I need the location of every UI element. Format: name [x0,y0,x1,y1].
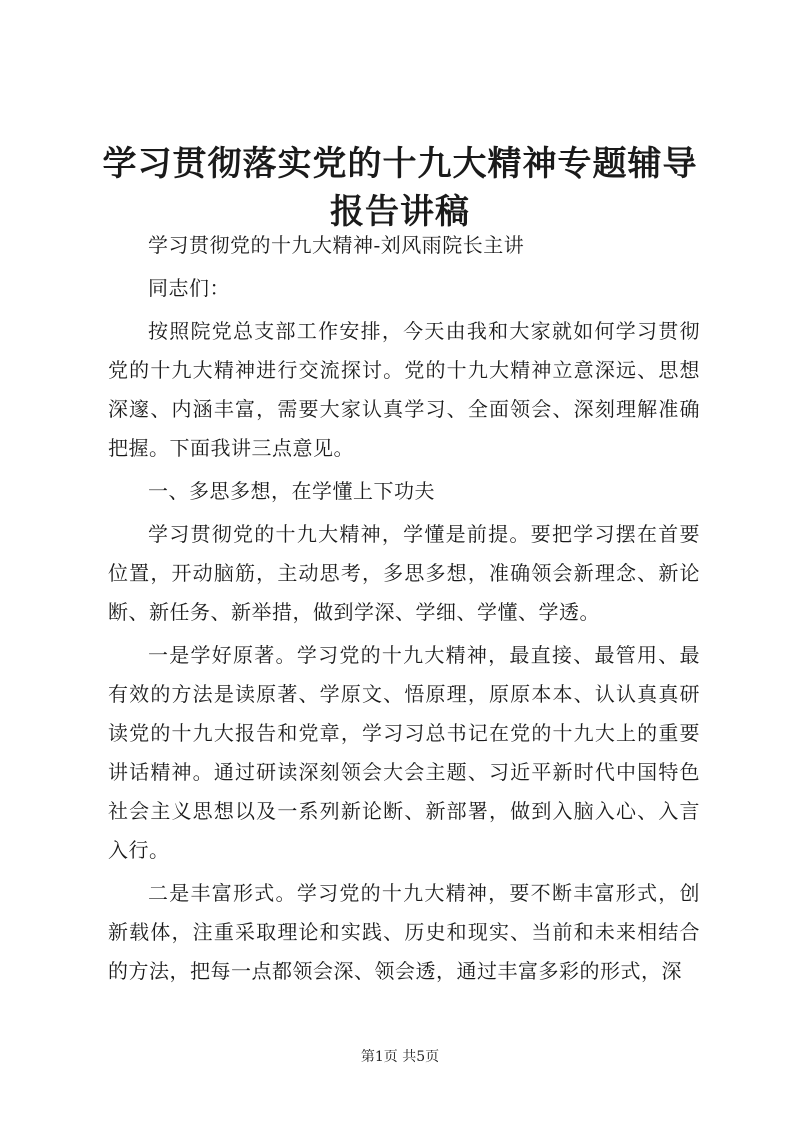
document-title: 学习贯彻落实党的十九大精神专题辅导报告讲稿 [102,144,698,232]
section-heading-1: 一、多思多想，在学懂上下功夫 [148,479,435,503]
subtitle-line: 学习贯彻党的十九大精神-刘风雨院长主讲 [148,233,525,257]
page-number-footer: 第1页 共5页 [360,1049,440,1065]
intro-paragraph: 按照院党总支部工作安排，今天由我和大家就如何学习贯彻党的十九大精神进行交流探讨。党的十九大精神立意深远、思想深邃、内涵丰富，需要大家认真学习、全面领会、深刻理解准确把握。下面我讲三点意见。 [108,319,700,460]
point-1-paragraph: 一是学好原著。学习党的十九大精神，最直接、最管用、最有效的方法是读原著、学原文、悟原理，原原本本、认认真真研读党的十九大报告和党章，学习习总书记在党的十九大上的重要讲话精神。通过研读深刻领会大会主题、习近平新时代中国特色社会主义思想以及一系列新论断、新部署，做到入脑入心、入言入行。 [108,643,700,862]
document-body [108,226,700,995]
section-1-paragraph: 学习贯彻党的十九大精神，学懂是前提。要把学习摆在首要位置，开动脑筋，主动思考，多思多想，准确领会新理念、新论断、新任务、新举措，做到学深、学细、学懂、学透。 [108,522,700,624]
point-2-paragraph: 二是丰富形式。学习党的十九大精神，要不断丰富形式，创新载体，注重采取理论和实践、历史和现实、当前和未来相结合的方法，把每一点都领会深、领会透，通过丰富多彩的形式，深 [108,881,700,983]
salutation: 同志们： [148,276,230,300]
